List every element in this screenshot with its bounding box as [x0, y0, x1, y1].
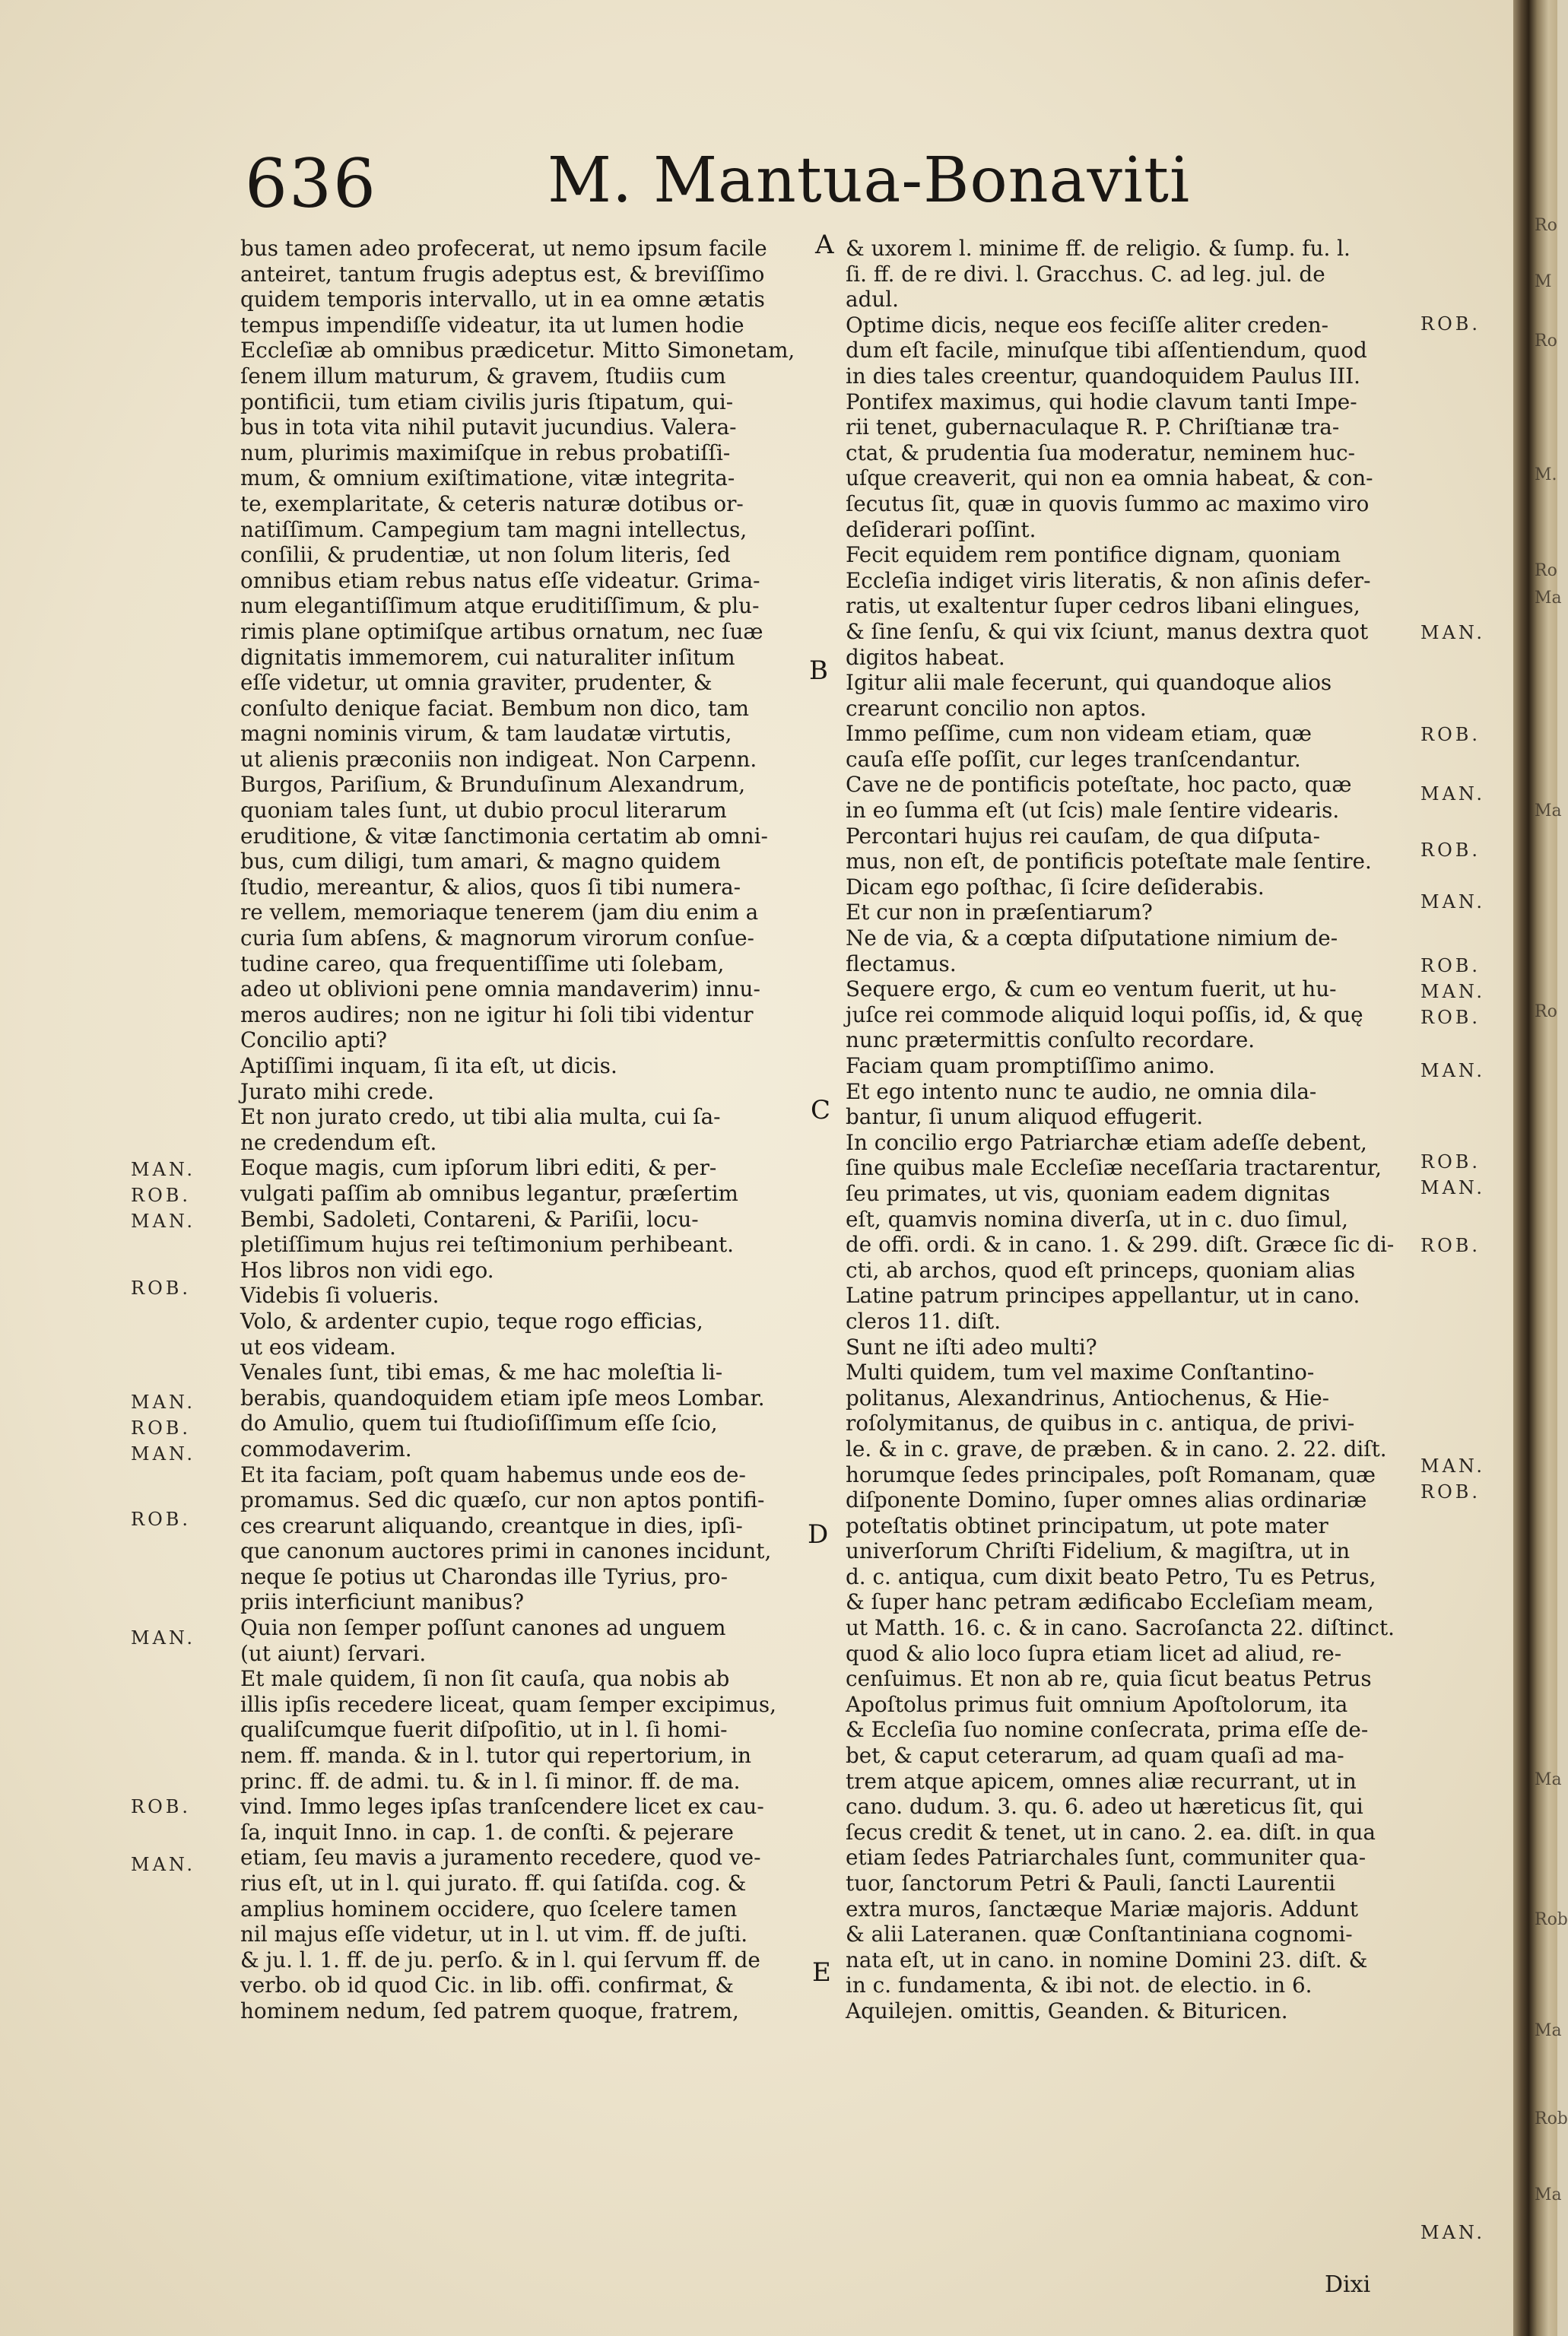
text-line: Et male quidem, ſi non ſit cauſa, qua nobis ab — [240, 1666, 730, 1692]
text-line: Sunt ne iſti adeo multi? — [846, 1334, 1097, 1360]
text-line: magni nominis virum, & tam laudatæ virtutis, — [240, 721, 732, 747]
speaker-label: ROB. — [1420, 1151, 1481, 1173]
text-line: Latine patrum principes appellantur, ut in cano. — [846, 1283, 1360, 1309]
text-line: ſecus credit & tenet, ut in cano. 2. ea. diſt. in qua — [846, 1819, 1376, 1845]
speaker-label: MAN. — [1420, 891, 1485, 912]
speaker-label: ROB. — [1420, 840, 1481, 861]
speaker-label: ROB. — [131, 1185, 192, 1206]
text-line: num elegantiſſimum atque eruditiſſimum, & plu- — [240, 593, 760, 619]
speaker-label: MAN. — [131, 1854, 195, 1875]
text-line: eſſe videtur, ut omnia graviter, prudenter, & — [240, 670, 713, 696]
speaker-label: ROB. — [1420, 1007, 1481, 1028]
text-line: te, exemplaritate, & ceteris naturæ dotibus or- — [240, 490, 744, 516]
text-line: & ſuper hanc petram ædificabo Eccleſiam meam, — [846, 1589, 1374, 1615]
margin-letter-c: C — [811, 1095, 831, 1125]
text-line: dignitatis immemorem, cui naturaliter inſitum — [240, 644, 735, 670]
margin-letter-e: E — [812, 1957, 831, 1988]
text-line: ne credendum eſt. — [240, 1129, 437, 1155]
text-line: mus, non eſt, de pontificis poteſtate male ſentire. — [846, 849, 1372, 874]
text-line: ſi. ff. de re divi. l. Gracchus. C. ad leg. jul. de — [846, 261, 1325, 287]
text-line: Multi quidem, tum vel maxime Conſtantino- — [846, 1360, 1315, 1385]
text-line: ut Matth. 16. c. & in cano. Sacroſancta 22. diſtinct. — [846, 1615, 1395, 1641]
text-line: Et non jurato credo, ut tibi alia multa, cui ſa- — [240, 1104, 721, 1130]
text-line: Igitur alii male fecerunt, qui quandoque alios — [846, 670, 1332, 696]
text-line: & ju. l. 1. ff. de ju. perſo. & in l. qui ſervum ff. de — [240, 1947, 760, 1973]
text-line: ut eos videam. — [240, 1334, 396, 1360]
text-line: eruditione, & vitæ ſanctimonia certatim ab omni- — [240, 823, 768, 849]
text-line: illis ipſis recedere liceat, quam ſemper excipimus, — [240, 1691, 776, 1717]
text-line: Et ita faciam, poſt quam habemus unde eos de- — [240, 1462, 746, 1487]
text-line: Hos libros non vidi ego. — [240, 1257, 494, 1283]
text-line: ſecutus ſit, quæ in quovis ſummo ac maximo viro — [846, 490, 1370, 516]
text-line: num, plurimis maximiſque in rebus probatiſſi- — [240, 440, 731, 465]
text-line: vind. Immo leges ipſas tranſcendere licet ex cau- — [240, 1794, 764, 1820]
speaker-label: ROB. — [131, 1417, 192, 1439]
page-number: 636 — [245, 144, 377, 223]
edge-fragment: Rob — [1535, 1910, 1568, 1929]
left-column — [240, 236, 823, 2024]
text-line: & Eccleſia ſuo nomine conſecrata, prima eſſe de- — [846, 1717, 1369, 1743]
text-line: ſenem illum maturum, & gravem, ſtudiis cum — [240, 363, 726, 389]
speaker-label: MAN. — [131, 1211, 195, 1232]
edge-fragment: Ro — [1535, 332, 1557, 351]
text-line: mum, & omnium exiſtimatione, vitæ integrita- — [240, 465, 735, 491]
text-line: que canonum auctores primi in canones incidunt, — [240, 1538, 772, 1564]
text-line: etiam, ſeu mavis a juramento recedere, quod ve- — [240, 1845, 761, 1871]
text-line: Cave ne de pontificis poteſtate, hoc pacto, quæ — [846, 772, 1352, 798]
text-line: Videbis ſi volueris. — [240, 1283, 440, 1309]
speaker-label: MAN. — [131, 1627, 195, 1649]
text-line: trem atque apicem, omnes aliæ recurrant, ut in — [846, 1768, 1357, 1794]
text-line: le. & in c. grave, de præben. & in cano. 2. 22. diſt. — [846, 1436, 1387, 1462]
margin-letter-b: B — [809, 655, 828, 686]
text-line: cano. dudum. 3. qu. 6. adeo ut hæreticus ſit, qui — [846, 1794, 1363, 1820]
edge-fragment: Ma — [1535, 801, 1562, 820]
text-line: in eo ſumma eſt (ut ſcis) male ſentire videaris. — [846, 798, 1340, 824]
text-line: Venales ſunt, tibi emas, & me hac moleſtia li- — [240, 1360, 723, 1385]
text-line: bus in tota vita nihil putavit jucundius. Valera- — [240, 414, 737, 440]
text-line: do Amulio, quem tui ſtudioſiſſimum eſſe ſcio, — [240, 1411, 718, 1436]
text-line: ut alienis præconiis non indigeat. Non Carpenn. — [240, 746, 757, 772]
text-line: Dicam ego poſthac, ſi ſcire deſiderabis. — [846, 874, 1265, 900]
text-line: berabis, quandoquidem etiam ipſe meos Lombar. — [240, 1385, 765, 1411]
text-line: Volo, & ardenter cupio, teque rogo efficias, — [240, 1308, 703, 1334]
edge-fragment: Rob — [1535, 2109, 1568, 2128]
text-line: ſine quibus male Eccleſiæ neceſſaria tractarentur, — [846, 1155, 1382, 1181]
text-line: Sequere ergo, & cum eo ventum fuerit, ut hu- — [846, 976, 1337, 1002]
text-line: rimis plane optimiſque artibus ornatum, nec ſuæ — [240, 618, 763, 644]
text-line: cleros 11. diſt. — [846, 1308, 1001, 1334]
text-line: diſponente Domino, ſuper omnes alias ordinariæ — [846, 1487, 1367, 1513]
text-line: adeo ut oblivioni pene omnia mandaverim) innu- — [240, 976, 760, 1002]
speaker-label: ROB. — [1420, 1481, 1481, 1503]
text-line: anteiret, tantum frugis adeptus est, & breviſſimo — [240, 261, 765, 287]
text-line: Et cur non in præſentiarum? — [846, 900, 1153, 925]
text-line: Faciam quam promptiſſimo animo. — [846, 1053, 1215, 1078]
text-line: princ. ff. de admi. tu. & in l. ſi minor. ff. de ma. — [240, 1768, 741, 1794]
speaker-label: MAN. — [1420, 1177, 1485, 1198]
text-line: etiam ſedes Patriarchales ſunt, communiter qua- — [846, 1845, 1366, 1871]
text-line: politanus, Alexandrinus, Antiochenus, & Hie- — [846, 1385, 1330, 1411]
text-line: ſtudio, mereantur, & alios, quos ſi tibi numera- — [240, 874, 741, 900]
text-line: tuor, ſanctorum Petri & Pauli, ſancti Laurentii — [846, 1871, 1336, 1896]
text-line: horumque ſedes principales, poſt Romanam, quæ — [846, 1462, 1376, 1487]
text-line: Aquilejen. omittis, Geanden. & Bituricen. — [846, 1998, 1288, 2023]
text-line: cti, ab archos, quod eſt princeps, quoniam alias — [846, 1257, 1356, 1283]
text-line: pontificii, tum etiam civilis juris ſtipatum, qui- — [240, 389, 734, 414]
speaker-label: MAN. — [131, 1443, 195, 1465]
edge-fragment: Ma — [1535, 1770, 1562, 1789]
text-line: in dies tales creentur, quandoquidem Paulus III. — [846, 363, 1361, 389]
text-line: & alii Lateranen. quæ Conſtantiniana cognomi- — [846, 1922, 1353, 1947]
text-line: eſt, quamvis nomina diverſa, ut in c. duo ſimul, — [846, 1206, 1348, 1232]
text-line: tempus impendiſſe videatur, ita ut lumen hodie — [240, 312, 744, 338]
text-line: & uxorem l. minime ff. de religio. & ſump. fu. l. — [846, 236, 1351, 261]
text-line: amplius hominem occidere, quo ſcelere tamen — [240, 1896, 738, 1922]
text-line: roſolymitanus, de quibus in c. antiqua, de privi- — [846, 1411, 1355, 1436]
text-line: bus, cum diligi, tum amari, & magno quidem — [240, 849, 721, 874]
margin-letter-d: D — [808, 1519, 829, 1550]
text-line: & ſine ſenſu, & qui vix ſciunt, manus dextra quot — [846, 618, 1369, 644]
text-line: verbo. ob id quod Cic. in lib. offi. confirmat, & — [240, 1973, 734, 1998]
text-line: nil majus eſſe videtur, ut in l. ut vim. ff. de juſti. — [240, 1922, 748, 1947]
catchword: Dixi — [1325, 2271, 1371, 2298]
text-line: de offi. ordi. & in cano. 1. & 299. diſt. Græce ſic di- — [846, 1232, 1395, 1258]
text-line: In concilio ergo Patriarchæ etiam adeſſe debent, — [846, 1129, 1367, 1155]
text-line: omnibus etiam rebus natus eſſe videatur. Grima- — [240, 567, 760, 593]
text-line: ces crearunt aliquando, creantque in dies, ipſi- — [240, 1512, 743, 1538]
speaker-label: ROB. — [131, 1796, 192, 1817]
text-line: Fecit equidem rem pontifice dignam, quoniam — [846, 542, 1341, 568]
text-line: commodaverim. — [240, 1436, 412, 1462]
edge-fragment: Ma — [1535, 2185, 1562, 2204]
text-line: Concilio apti? — [240, 1027, 388, 1053]
margin-letter-a: A — [815, 230, 834, 260]
text-line: rius eſt, ut in l. qui jurato. ff. qui ſatiſda. cog. & — [240, 1871, 747, 1896]
speaker-label: MAN. — [1420, 622, 1485, 643]
speaker-label: MAN. — [131, 1392, 195, 1413]
text-line: Eoque magis, cum ipſorum libri editi, & per- — [240, 1155, 717, 1181]
text-line: nunc prætermittis conſulto recordare. — [846, 1027, 1255, 1053]
speaker-label: MAN. — [1420, 981, 1485, 1002]
edge-fragment: Ro — [1535, 561, 1557, 580]
text-line: Burgos, Pariſium, & Brunduſinum Alexandrum, — [240, 772, 746, 798]
running-head: M. Mantua-Bonaviti — [548, 144, 1191, 217]
text-line: conſulto denique faciat. Bembum non dico, tam — [240, 695, 750, 721]
text-line: qualiſcumque fuerit diſpoſitio, ut in l. ſi homi- — [240, 1717, 728, 1743]
text-line: Bembi, Sadoleti, Contareni, & Pariſii, locu- — [240, 1206, 699, 1232]
right-column — [846, 236, 1428, 2024]
text-line: (ut aiunt) ſervari. — [240, 1640, 427, 1666]
text-line: hominem nedum, ſed patrem quoque, fratrem, — [240, 1998, 739, 2023]
text-line: Eccleſia indiget viris literatis, & non aſinis defer- — [846, 567, 1371, 593]
text-line: neque ſe potius ut Charondas ille Tyrius, pro- — [240, 1563, 728, 1589]
text-line: Jurato mihi crede. — [240, 1078, 434, 1104]
text-line: rii tenet, gubernaculaque R. P. Chriſtianæ tra- — [846, 414, 1340, 440]
speaker-label: MAN. — [1420, 2222, 1485, 2243]
edge-fragment: Ma — [1535, 2021, 1562, 2040]
text-line: juſce rei commode aliquid loqui poſſis, id, & quę — [846, 1001, 1363, 1027]
text-line: digitos habeat. — [846, 644, 1005, 670]
text-line: quoniam tales ſunt, ut dubio procul literarum — [240, 798, 727, 824]
text-line: natiſſimum. Campegium tam magni intellectus, — [240, 516, 747, 542]
text-line: uſque creaverit, qui non ea omnia habeat, & con- — [846, 465, 1373, 491]
text-line: Apoſtolus primus fuit omnium Apoſtolorum, ita — [846, 1691, 1348, 1717]
text-line: quod & alio loco ſupra etiam licet ad aliud, re- — [846, 1640, 1342, 1666]
text-line: ſeu primates, ut vis, quoniam eadem dignitas — [846, 1180, 1331, 1206]
text-line: Immo peſſime, cum non videam etiam, quæ — [846, 721, 1312, 747]
edge-fragment: M. — [1535, 465, 1557, 484]
text-line: Aptiſſimi inquam, ſi ita eſt, ut dicis. — [240, 1053, 617, 1078]
text-line: d. c. antiqua, cum dixit beato Petro, Tu es Petrus, — [846, 1563, 1376, 1589]
speaker-label: ROB. — [1420, 724, 1481, 745]
text-line: bantur, ſi unum aliquod effugerit. — [846, 1104, 1204, 1130]
text-line: conſilii, & prudentiæ, ut non ſolum literis, ſed — [240, 542, 731, 568]
text-line: in c. fundamenta, & ibi not. de electio. in 6. — [846, 1973, 1312, 1998]
text-line: dum eſt facile, minuſque tibi aſſentiendum, quod — [846, 338, 1367, 363]
text-line: nata eſt, ut in cano. in nomine Domini 23. diſt. & — [846, 1947, 1368, 1973]
text-line: nem. ff. manda. & in l. tutor qui repertorium, in — [240, 1743, 752, 1769]
edge-fragment: Ro — [1535, 1002, 1557, 1021]
speaker-label: MAN. — [1420, 1060, 1485, 1081]
speaker-label: MAN. — [1420, 1455, 1485, 1477]
text-line: ſa, inquit Inno. in cap. 1. de conſti. & pejerare — [240, 1819, 735, 1845]
speaker-label: ROB. — [131, 1509, 192, 1530]
text-line: tudine careo, qua frequentiſſime uti ſolebam, — [240, 951, 725, 976]
text-line: ctat, & prudentia ſua moderatur, neminem huc- — [846, 440, 1356, 465]
text-line: Eccleſiæ ab omnibus prædicetur. Mitto Simonetam, — [240, 338, 795, 363]
text-line: Optime dicis, neque eos feciſſe aliter creden- — [846, 312, 1328, 338]
text-line: Percontari hujus rei cauſam, de qua diſputa- — [846, 823, 1320, 849]
speaker-label: MAN. — [1420, 783, 1485, 805]
text-line: Et ego intento nunc te audio, ne omnia dila- — [846, 1078, 1317, 1104]
text-line: meros audires; non ne igitur hi ſoli tibi videntur — [240, 1001, 754, 1027]
speaker-label: ROB. — [131, 1278, 192, 1299]
text-line: flectamus. — [846, 951, 957, 976]
edge-fragment: M — [1535, 272, 1552, 291]
text-line: pletiſſimum hujus rei teſtimonium perhibeant. — [240, 1232, 735, 1258]
text-line: deſiderari poſſint. — [846, 516, 1036, 542]
text-line: bus tamen adeo profecerat, ut nemo ipsum facile — [240, 236, 767, 261]
edge-fragment: Ro — [1535, 216, 1557, 235]
text-line: cauſa eſſe poſſit, cur leges tranſcendantur. — [846, 746, 1301, 772]
speaker-label: ROB. — [1420, 1235, 1481, 1256]
text-line: curia ſum abſens, & magnorum virorum conſue- — [240, 925, 754, 951]
text-line: vulgati paſſim ab omnibus legantur, præſertim — [240, 1180, 738, 1206]
speaker-label: ROB. — [1420, 313, 1481, 335]
text-line: extra muros, ſanctæque Mariæ majoris. Addunt — [846, 1896, 1359, 1922]
text-line: crearunt concilio non aptos. — [846, 695, 1147, 721]
text-line: Quia non ſemper poſſunt canones ad unguem — [240, 1615, 726, 1641]
text-line: Ne de via, & a cœpta diſputatione nimium de- — [846, 925, 1338, 951]
edge-fragment: Ma — [1535, 589, 1562, 608]
speaker-label: ROB. — [1420, 955, 1481, 976]
text-line: re vellem, memoriaque tenerem (jam diu enim a — [240, 900, 759, 925]
text-line: cenſuimus. Et non ab re, quia ſicut beatus Petrus — [846, 1666, 1372, 1692]
text-line: quidem temporis intervallo, ut in ea omne ætatis — [240, 287, 765, 313]
text-line: ratis, ut exaltentur ſuper cedros libani elingues, — [846, 593, 1360, 619]
text-line: bet, & caput ceterarum, ad quam quaſi ad ma- — [846, 1743, 1344, 1769]
text-line: priis interficiunt manibus? — [240, 1589, 525, 1615]
speaker-label: MAN. — [131, 1159, 195, 1180]
text-line: univerſorum Chriſti Fidelium, & magiſtra, ut in — [846, 1538, 1351, 1564]
text-line: adul. — [846, 287, 899, 313]
text-line: promamus. Sed dic quæſo, cur non aptos pontifi- — [240, 1487, 765, 1513]
text-line: Pontifex maximus, qui hodie clavum tanti Impe- — [846, 389, 1357, 414]
text-line: poteſtatis obtinet principatum, ut pote mater — [846, 1512, 1328, 1538]
